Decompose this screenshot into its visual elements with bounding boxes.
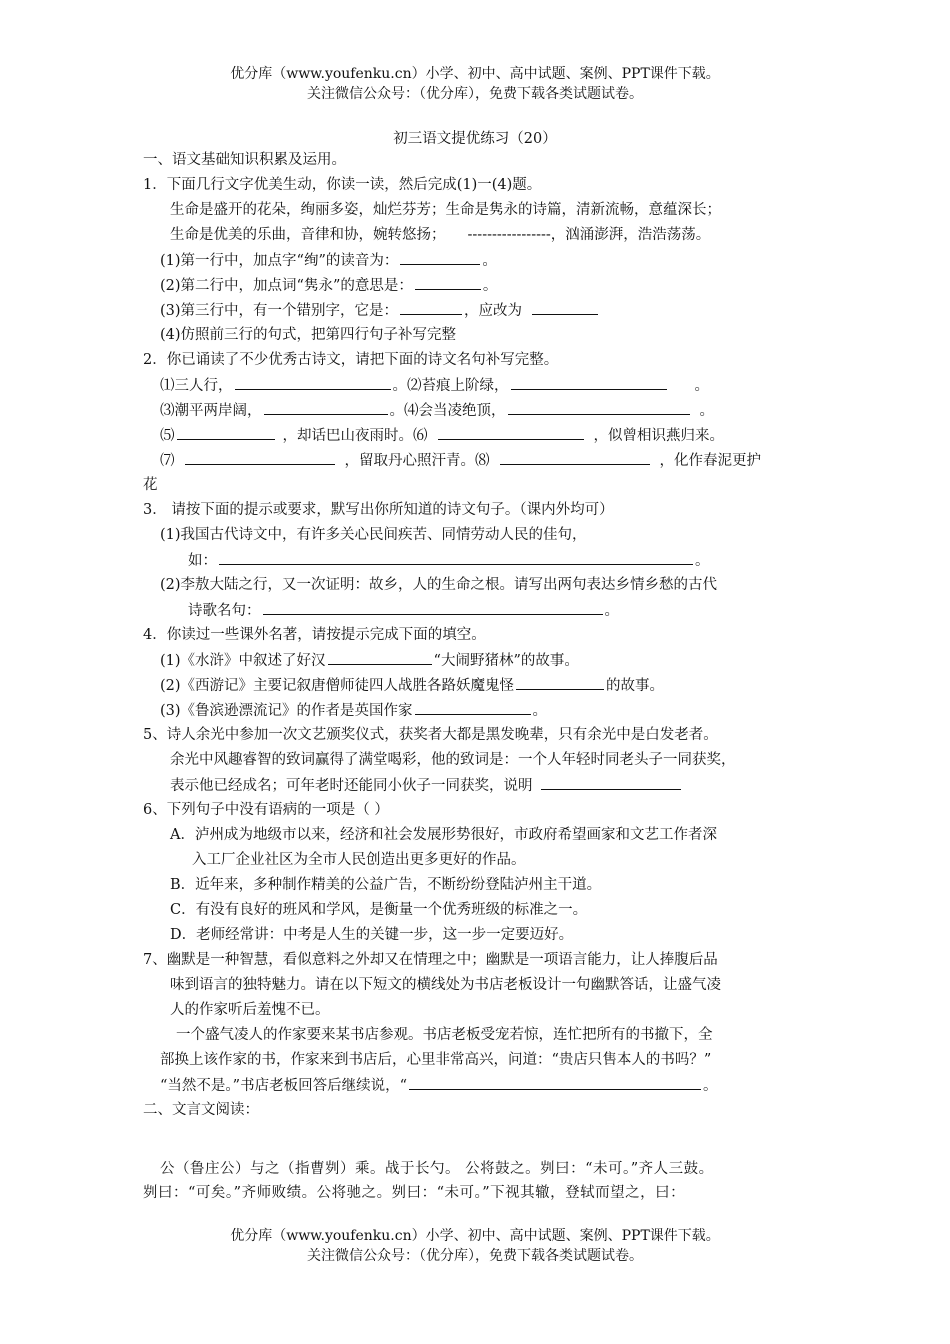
q2-l3a: ⑸ [160,428,175,444]
q1-line2-text: 生命是优美的乐曲，音律和协，婉转悠扬； [170,227,446,243]
q4-s3a: (3)《鲁滨逊漂流记》的作者是英国作家 [160,703,413,719]
q1-poem-line-2 [170,225,710,245]
q1-sub-1-text: (1)第一行中，加点字“绚”的读音为： [160,253,399,269]
q7-line-1: 7、幽默是一种智慧，看似意料之外却又在情理之中；幽默是一项语言能力，让人捧腹后品 [143,952,718,968]
q3-stem: 3． 请按下面的提示或要求，默写出你所知道的诗文句子。（课内外均可） [143,502,614,518]
q1-sub-3-text: (3)第三行中，有一个错别字，它是： [160,303,399,319]
q4-s3b: 。 [532,703,548,719]
q1-poem-line-1 [170,200,721,220]
q4-blank-2[interactable] [516,675,604,690]
q4-s2b: 的故事。 [606,678,665,694]
q3-sub-2: (2)李敖大陆之行，又一次证明：故乡，人的生命之根。请写出两句表达乡情乡愁的古代 [160,577,718,593]
q3-s1ex: 如： [188,553,217,569]
q7-line-3: 人的作家听后羞愧不已。 [170,1002,330,1018]
q6-option-a-line-1: A．泸州成为地级市以来，经济和社会发展形势很好，市政府希望画家和文艺工作者深 [170,827,717,843]
q6-option-b: B．近年来，多种制作精美的公益广告，不断纷纷登陆泸州主干道。 [170,877,602,893]
q2-blank-6[interactable] [438,425,584,440]
q2-l3b: ，却话巴山夜雨时。⑹ [282,428,428,444]
q2-blank-7[interactable] [185,450,335,465]
section-2-heading: 二、文言文阅读： [143,1102,259,1118]
q2-line-1 [160,375,709,396]
q4-sub-3 [160,700,547,721]
section-1-heading: 一、语文基础知识积累及运用。 [143,152,346,168]
classical-passage-line-1: 公（鲁庄公）与之（指曹刿）乘。战于长勺。 公将鼓之。刿曰：“未可。”齐人三鼓。 [160,1161,714,1177]
q2-blank-1[interactable] [235,375,391,390]
q1-sub-1 [160,250,497,271]
q3-blank-1[interactable] [219,550,693,565]
q1-sub-2-text: (2)第二行中，加点词“隽永”的意思是： [160,278,413,294]
q3-s1end: 。 [695,553,710,569]
q1-line2-blank-text: -----------------，汹涌澎湃，浩浩荡荡。 [467,227,711,243]
q3-s2end: 。 [604,603,619,619]
q5-l3: 表示他已经成名；可年老时还能同小伙子一同获奖，说明 [170,778,533,794]
q2-l1c: 。 [694,378,709,394]
q2-line-4-wrap: 花 [143,477,158,493]
q2-l4a: ⑺ [160,453,175,469]
page-title: 初三语文提优练习（20） [393,131,557,147]
q2-blank-3[interactable] [264,400,388,415]
q1-sub-1-blank[interactable] [400,250,480,265]
classical-passage-line-2: 刿曰：“可矣。”齐师败绩。公将驰之。刿曰：“未可。”下视其辙，登轼而望之，曰： [143,1185,686,1201]
q4-s1b: “大闹野猪林”的故事。 [433,653,579,669]
q2-l2b: 。⑷会当凌绝顶， [389,403,506,419]
q2-l4b: ，留取丹心照汗青。⑻ [344,453,490,469]
q4-s2a: (2)《西游记》主要记叙唐僧师徒四人战胜各路妖魔鬼怪 [160,678,515,694]
q1-line1-text: 生命是盛开的花朵，绚丽多姿，灿烂芬芳；生命是隽永的诗篇，清新流畅，意蕴深长； [170,202,721,218]
q4-blank-3[interactable] [415,700,531,715]
q2-l3c: ，似曾相识燕归来。 [593,428,724,444]
q1-sub-3-blank-2[interactable] [532,300,598,315]
q6-option-c: C．有没有良好的班风和学风，是衡量一个优秀班级的标准之一。 [170,902,588,918]
q2-stem: 2．你已诵读了不少优秀古诗文，请把下面的诗文名句补写完整。 [143,352,559,368]
q2-l4c: ，化作春泥更护 [659,453,761,469]
q4-sub-2 [160,675,664,696]
q3-sub-1-example [188,550,710,571]
q1-sub-2-blank[interactable] [415,275,481,290]
q3-sub-2-answer [188,600,619,621]
q1-sub-2 [160,275,497,296]
q7-passage-line-1: 一个盛气凌人的作家要来某书店参观。书店老板受宠若惊，连忙把所有的书撤下，全 [176,1027,713,1043]
q4-s1a: (1)《水浒》中叙述了好汉 [160,653,326,669]
q7-p3b: 。 [703,1078,718,1094]
q6-stem: 6、下列句子中没有语病的一项是（ ） [143,802,389,818]
q1-stem: 1．下面几行文字优美生动，你读一读，然后完成(1)一(4)题。 [143,177,542,193]
q5-line-3 [170,775,683,796]
q2-line-2 [160,400,714,421]
q6-option-d: D．老师经常讲：中考是人生的关键一步，这一步一定要迈好。 [170,927,574,943]
q2-line-4 [160,450,761,471]
q3-blank-2[interactable] [263,600,603,615]
q1-sub-3-blank-1[interactable] [400,300,462,315]
q1-sub-1-end: 。 [482,253,497,269]
q5-line-2: 余光中风趣睿智的致词赢得了满堂喝彩，他的致词是：一个人年轻时同老头子一同获奖， [170,752,736,768]
footer-line-1: 优分库（www.youfenku.cn）小学、初中、高中试题、案例、PPT课件下载。 [230,1228,720,1244]
q1-sub-2-end: 。 [482,278,498,294]
q7-p3a: “当然不是。”书店老板回答后继续说，“ [160,1078,407,1094]
q1-sub-3 [160,300,600,321]
q4-stem: 4．你读过一些课外名著，请按提示完成下面的填空。 [143,627,486,643]
q2-l1a: ⑴三人行， [160,378,233,394]
q2-l2c: 。 [699,403,714,419]
header-line-2: 关注微信公众号：（优分库），免费下载各类试题试卷。 [307,86,643,102]
q2-l2a: ⑶潮平两岸阔， [160,403,262,419]
q1-sub-4: (4)仿照前三行的句式，把第四行句子补写完整 [160,327,457,343]
q5-blank[interactable] [541,775,681,790]
q7-passage-line-3 [160,1075,718,1096]
q3-s2b: 诗歌名句： [188,603,261,619]
q2-l1b: 。⑵苔痕上阶绿， [392,378,509,394]
q7-blank[interactable] [409,1075,701,1090]
header-line-1: 优分库（www.youfenku.cn）小学、初中、高中试题、案例、PPT课件下载。 [230,66,720,82]
q2-blank-8[interactable] [500,450,650,465]
q7-passage-line-2: 部换上该作家的书，作家来到书店后，心里非常高兴，问道：“贵店只售本人的书吗？” [160,1052,712,1068]
q7-line-2: 味到语言的独特魅力。请在以下短文的横线处为书店老板设计一句幽默答话，让盛气凌 [170,977,721,993]
q2-blank-2[interactable] [511,375,667,390]
q2-blank-4[interactable] [508,400,690,415]
q4-blank-1[interactable] [328,650,432,665]
q2-line-3 [160,425,724,446]
q2-blank-5[interactable] [177,425,275,440]
q3-sub-1: (1)我国古代诗文中，有许多关心民间疾苦、同情劳动人民的佳句， [160,527,587,543]
q6-option-a-line-2: 入工厂企业社区为全市人民创造出更多更好的作品。 [192,852,526,868]
q5-line-1: 5、诗人余光中参加一次文艺颁奖仪式，获奖者大都是黑发晚辈，只有余光中是白发老者。 [143,727,718,743]
q4-sub-1 [160,650,579,671]
footer-line-2: 关注微信公众号：（优分库），免费下载各类试题试卷。 [307,1248,643,1264]
q1-sub-3-mid: ，应改为 [464,303,523,319]
